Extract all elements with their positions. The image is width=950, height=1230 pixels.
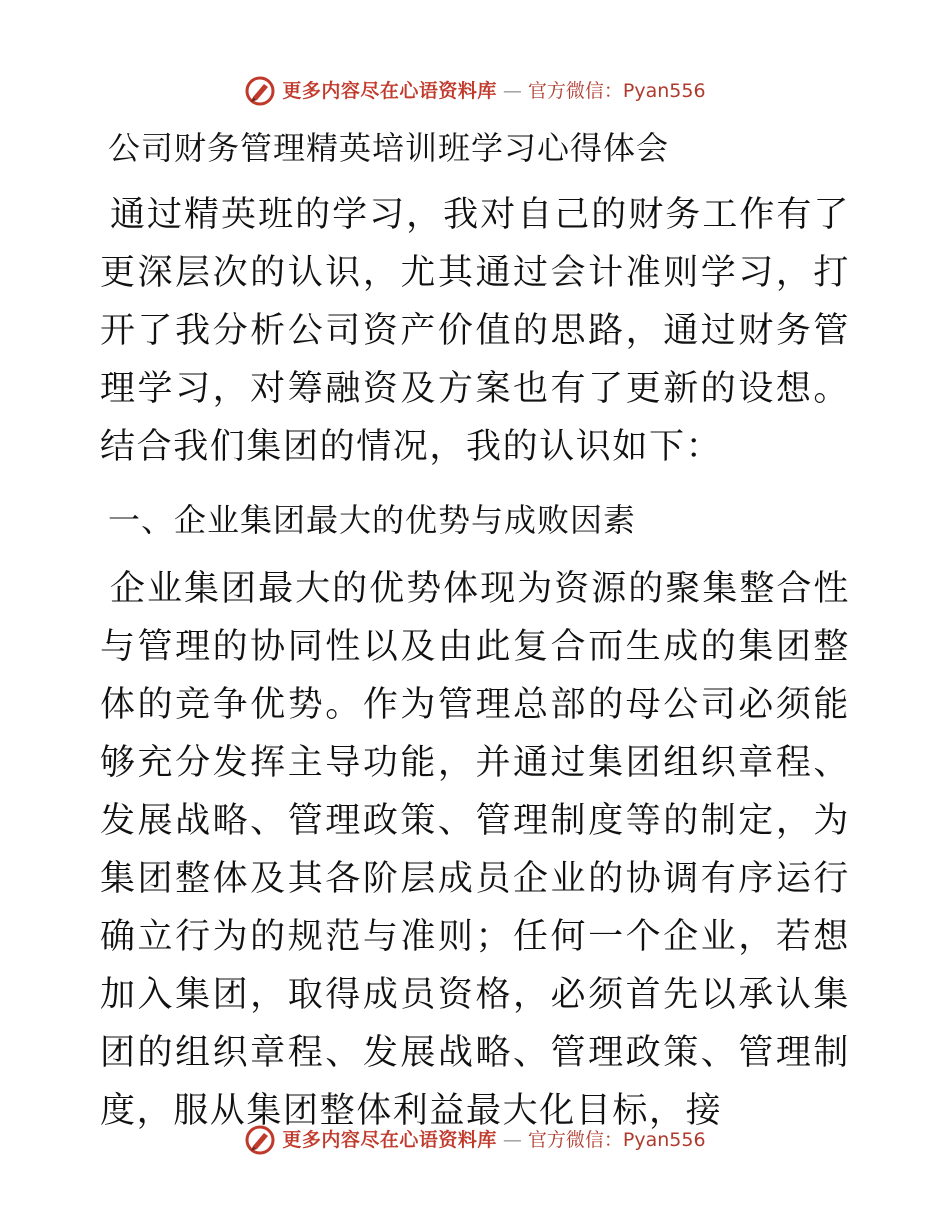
section-paragraph: 企业集团最大的优势体现为资源的聚集整合性与管理的协同性以及由此复合而生成的集团整体的竞争优势。作为管理总部的母公司必须能够充分发挥主导功能，并通过集团组织章程、发展战略、管理政策、管理制度等的制定，为集团整体及其各阶层成员企业的协调有序运行确立行为的规范与准则；任何一个企业，若想加入集团，取得成员资格，必须首先以承认集团的组织章程、发展战略、管理政策、管理制度，服从集团整体利益最大化目标，接 [100,569,850,1131]
banner-lead-text: 更多内容尽在心语资料库 [282,1129,497,1151]
header-banner [0,75,950,107]
footer-banner [0,1124,950,1156]
document-title: 公司财务管理精英培训班学习心得体会 [108,129,670,167]
banner-dash: — [502,1129,522,1151]
banner-dash: — [502,80,522,102]
pen-logo-icon [244,75,276,107]
section-heading: 一、企业集团最大的优势与成败因素 [108,501,637,539]
intro-paragraph: 通过精英班的学习，我对自己的财务工作有了更深层次的认识，尤其通过会计准则学习，打开了我分析公司资产价值的思路，通过财务管理学习，对筹融资及方案也有了更新的设想。结合我们集团的情况，我的认识如下： [100,195,850,467]
banner-wechat-text: 官方微信：Pyan556 [527,1129,706,1151]
banner-wechat-text: 官方微信：Pyan556 [527,80,706,102]
document-body [100,120,850,1140]
banner-lead-text: 更多内容尽在心语资料库 [282,80,497,102]
pen-logo-icon [244,1124,276,1156]
